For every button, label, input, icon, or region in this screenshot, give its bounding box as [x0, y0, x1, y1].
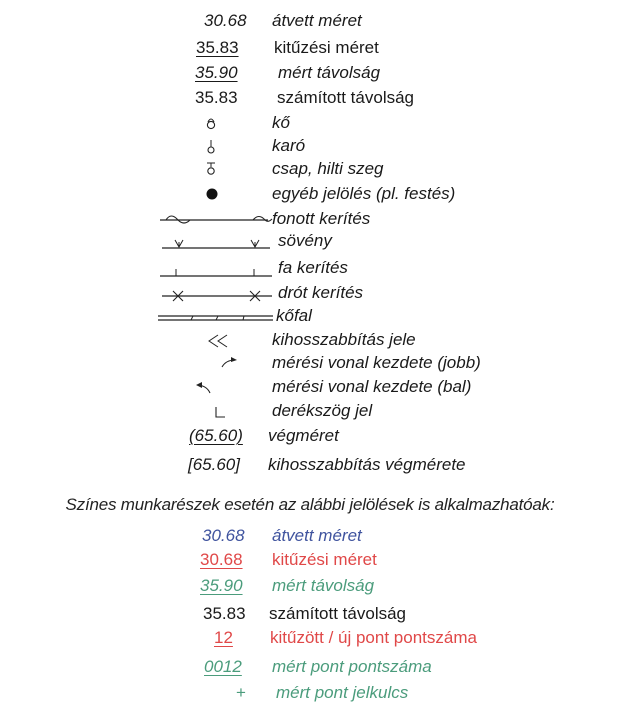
- colored-row-szamitott: [0, 603, 620, 627]
- legend-row-kituzesi: [0, 37, 620, 61]
- arrow-curve-right-icon: [218, 354, 240, 370]
- symbol-label: csap, hilti szeg: [272, 159, 384, 178]
- colored-row-kituzott: [0, 627, 620, 651]
- symbol-label: egyéb jelölés (pl. festés): [272, 184, 456, 203]
- legend-value: 35.90: [195, 63, 238, 82]
- symbol-row-karo: [0, 135, 620, 159]
- symbol-label: drót kerítés: [278, 283, 364, 302]
- symbol-row-egyeb: [0, 183, 620, 207]
- symbol-row-csap: [0, 158, 620, 182]
- legend-row-atvett: [0, 10, 620, 34]
- braided-fence-line-icon: [158, 210, 273, 228]
- colored-row-mert: [0, 575, 620, 599]
- legend-value: 35.83: [196, 38, 239, 57]
- symbol-label: karó: [272, 136, 306, 155]
- legend-label: mért távolság: [278, 63, 381, 82]
- colored-row-mert-pont: [0, 656, 620, 680]
- legend-value: 30.68: [204, 11, 247, 30]
- filled-dot-icon: [205, 187, 219, 201]
- symbol-label: mérési vonal kezdete (bal): [272, 377, 472, 396]
- ko-symbol-icon: [205, 116, 217, 130]
- final-dim-value: (65.60): [189, 426, 243, 445]
- colored-value: 30.68: [200, 550, 243, 569]
- colored-value: 35.83: [203, 604, 246, 623]
- symbol-label: kő: [272, 113, 290, 132]
- arrow-curve-left-icon: [193, 378, 215, 396]
- legend-label: kitűzési méret: [274, 38, 379, 57]
- legend-value: 35.83: [195, 88, 238, 107]
- colored-row-kituzesi: [0, 549, 620, 573]
- csap-symbol-icon: [205, 161, 217, 177]
- hedge-line-icon: [160, 234, 272, 252]
- legend-label: átvett méret: [272, 11, 362, 30]
- symbol-row-derekszog: [0, 400, 620, 424]
- final-dim-label: végméret: [268, 426, 339, 445]
- final-dim-label: kihosszabbítás végmérete: [268, 455, 466, 474]
- final-dim-value: [65.60]: [188, 455, 240, 474]
- colored-label: mért távolság: [272, 576, 375, 595]
- colored-note: Színes munkarészek esetén az alábbi jelölések is alkalmazhatóak:: [65, 495, 555, 514]
- colored-row-jelkulcs: [0, 682, 620, 706]
- wire-fence-line-icon: [160, 286, 274, 304]
- final-dim-row-kihosszabbitas: [0, 454, 620, 478]
- legend-row-szamitott: [0, 87, 620, 111]
- colored-label: mért pont pontszáma: [272, 657, 432, 676]
- colored-label: mért pont jelkulcs: [276, 683, 409, 702]
- legend-row-mert: [0, 62, 620, 86]
- colored-value: 30.68: [202, 526, 245, 545]
- symbol-label: kőfal: [276, 306, 312, 325]
- symbol-label: sövény: [278, 231, 332, 250]
- symbol-row-ko: [0, 112, 620, 136]
- symbol-row-kihosszabbitas: [0, 329, 620, 353]
- colored-row-atvett: [0, 525, 620, 549]
- symbol-row-bal: [0, 376, 620, 400]
- symbol-row-jobb: [0, 352, 620, 376]
- colored-label: számított távolság: [269, 604, 407, 623]
- symbol-label: fa kerítés: [278, 258, 348, 277]
- colored-value: +: [236, 683, 246, 702]
- symbol-row-kofal: [0, 305, 620, 329]
- wood-fence-line-icon: [158, 261, 274, 279]
- symbol-label: derékszög jel: [272, 401, 373, 420]
- symbol-row-drot: [0, 282, 620, 306]
- colored-value: 35.90: [200, 576, 243, 595]
- symbol-label: mérési vonal kezdete (jobb): [272, 353, 481, 372]
- colored-label: kitűzési méret: [272, 550, 377, 569]
- symbol-row-fa: [0, 257, 620, 281]
- karo-symbol-icon: [205, 139, 217, 155]
- double-chevron-left-icon: [207, 333, 231, 349]
- colored-label: kitűzött / új pont pontszáma: [270, 628, 477, 647]
- colored-value: 0012: [204, 657, 242, 676]
- stone-wall-line-icon: [157, 311, 275, 325]
- colored-label: átvett méret: [272, 526, 362, 545]
- right-angle-icon: [213, 404, 227, 420]
- symbol-row-soveny: [0, 230, 620, 254]
- symbol-label: kihosszabbítás jele: [272, 330, 416, 349]
- symbol-label: fonott kerítés: [272, 209, 371, 228]
- final-dim-row-vegmeret: [0, 425, 620, 449]
- legend-label: számított távolság: [277, 88, 415, 107]
- colored-value: 12: [214, 628, 233, 647]
- symbol-row-fonott: [0, 208, 620, 232]
